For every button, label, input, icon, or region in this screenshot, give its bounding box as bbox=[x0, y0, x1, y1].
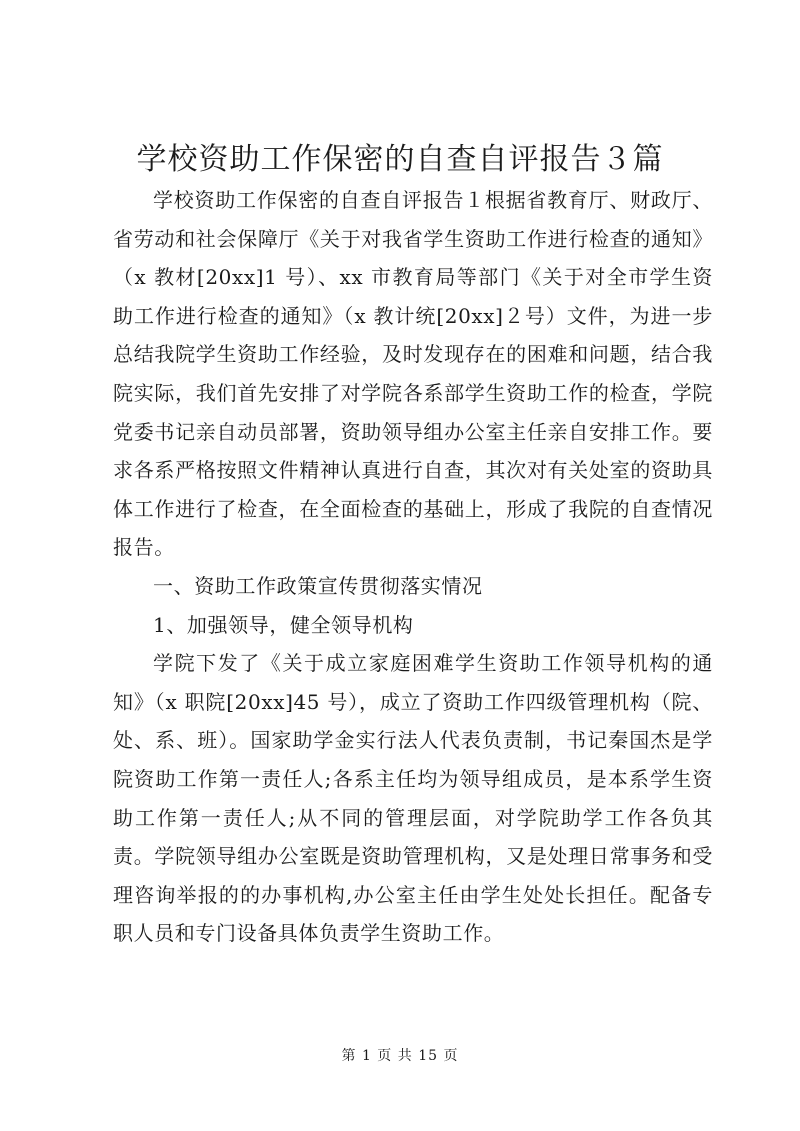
subsection-heading: 1、加强领导，健全领导机构 bbox=[153, 612, 414, 637]
document-body bbox=[113, 181, 713, 953]
document-title: 学校资助工作保密的自查自评报告３篇 bbox=[136, 142, 664, 177]
paragraph-leadership: 学院下发了《关于成立家庭困难学生资助工作领导机构的通知》（x 职院[20xx]45 号），成立了资助工作四级管理机构（院、处、系、班）。国家助学金实行法人代表负责制，书记秦国杰是学院资助工作第一责任人;各系主任均为领导组成员，是本系学生资助工作第一责任人;从不同的管理层面，对学院助学工作各负其责。学院领导组办公室既是资助管理机构，又是处理日常事务和受理咨询举报的的办事机构,办公室主任由学生处处长担任。配备专职人员和专门设备具体负责学生资助工作。 bbox=[113, 651, 713, 946]
paragraph-intro: 学校资助工作保密的自查自评报告１根据省教育厅、财政厅、省劳动和社会保障厅《关于对我省学生资助工作进行检查的通知》（x 教材[20xx]1 号）、xx 市教育局等部门《关于对全市学生资助工作进行检查的通知》（x 教计统[20xx]２号）文件，为进一步总结我院学生资助工作经验，及时发现存在的困难和问题，结合我院实际，我们首先安排了对学院各系部学生资助工作的检查，学院党委书记亲自动员部署，资助领导组办公室主任亲自安排工作。要求各系严格按照文件精神认真进行自查，其次对有关处室的资助具体工作进行了检查，在全面检查的基础上，形成了我院的自查情况报告。 bbox=[113, 188, 713, 560]
page-number: 第 1 页 共 15 页 bbox=[341, 1048, 459, 1064]
section-heading: 一、资助工作政策宣传贯彻落实情况 bbox=[153, 573, 483, 598]
